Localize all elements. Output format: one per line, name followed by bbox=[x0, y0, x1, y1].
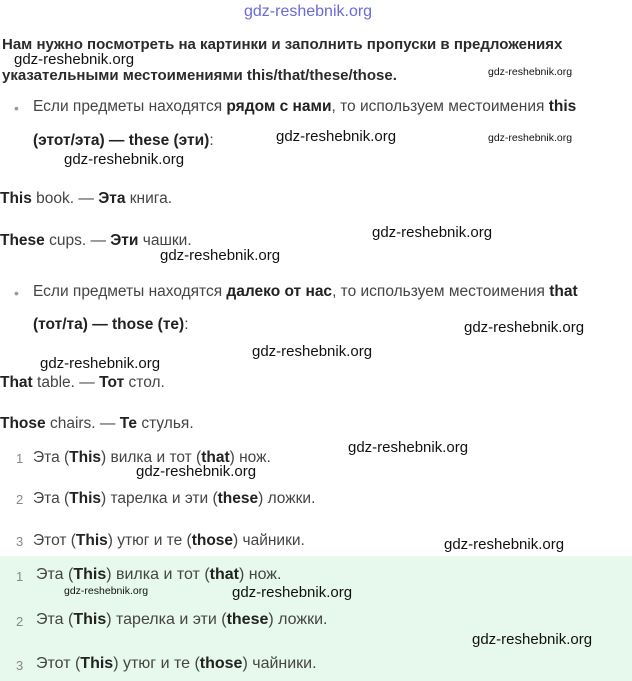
list-number: 2 bbox=[16, 492, 24, 507]
answer-number: 3 bbox=[16, 658, 24, 673]
watermark-top: gdz-reshebnik.org bbox=[244, 3, 373, 20]
list-item: Эта (This) вилка и тот (that) нож. bbox=[33, 449, 271, 466]
answer-item: Эта (This) вилка и тот (that) нож. bbox=[36, 566, 282, 583]
answer-number: 2 bbox=[16, 614, 24, 629]
answer-number: 1 bbox=[16, 569, 24, 584]
list-item: Эта (This) тарелка и эти (these) ложки. bbox=[33, 490, 316, 507]
example-far-1: That table. — Тот стол. bbox=[0, 374, 165, 391]
watermark: gdz-reshebnik.org bbox=[64, 151, 185, 168]
list-number: 3 bbox=[16, 534, 24, 549]
watermark: gdz-reshebnik.org bbox=[232, 584, 353, 601]
bullet-dot: • bbox=[14, 285, 19, 301]
rule-far-line-2: (тот/та) — those (те): bbox=[33, 316, 189, 333]
watermark: gdz-reshebnik.org bbox=[372, 224, 493, 241]
watermark: gdz-reshebnik.org bbox=[40, 355, 161, 372]
watermark: gdz-reshebnik.org bbox=[464, 319, 585, 336]
watermark: gdz-reshebnik.org bbox=[348, 439, 469, 456]
intro-line-2: указательными местоимениями this/that/these/those. bbox=[2, 67, 397, 84]
rule-near-line-1: Если предметы находятся рядом с нами, то используем местоимения this bbox=[33, 98, 577, 115]
watermark: gdz-reshebnik.org bbox=[472, 631, 593, 648]
example-far-2: Those chairs. — Те стулья. bbox=[0, 415, 194, 432]
bullet-dot: • bbox=[14, 100, 19, 116]
watermark: gdz-reshebnik.org bbox=[444, 536, 565, 553]
watermark: gdz-reshebnik.org bbox=[64, 585, 149, 597]
answer-item: Эта (This) тарелка и эти (these) ложки. bbox=[36, 611, 328, 628]
watermark: gdz-reshebnik.org bbox=[14, 51, 135, 68]
rule-far-line-1: Если предметы находятся далеко от нас, то используем местоимения that bbox=[33, 283, 578, 300]
intro-line-1: Нам нужно посмотреть на картинки и заполнить пропуски в предложениях bbox=[2, 36, 563, 53]
watermark: gdz-reshebnik.org bbox=[252, 343, 373, 360]
list-number: 1 bbox=[16, 451, 24, 466]
rule-near-line-2: (этот/эта) — these (эти): bbox=[33, 132, 214, 149]
watermark: gdz-reshebnik.org bbox=[136, 463, 257, 480]
watermark: gdz-reshebnik.org bbox=[488, 66, 573, 78]
list-item: Этот (This) утюг и те (those) чайники. bbox=[33, 532, 305, 549]
answer-item: Этот (This) утюг и те (those) чайники. bbox=[36, 655, 317, 672]
watermark: gdz-reshebnik.org bbox=[160, 247, 281, 264]
watermark: gdz-reshebnik.org bbox=[276, 128, 397, 145]
watermark: gdz-reshebnik.org bbox=[488, 132, 573, 144]
example-near-1: This book. — Эта книга. bbox=[0, 190, 173, 207]
example-near-2: These cups. — Эти чашки. bbox=[0, 232, 192, 249]
